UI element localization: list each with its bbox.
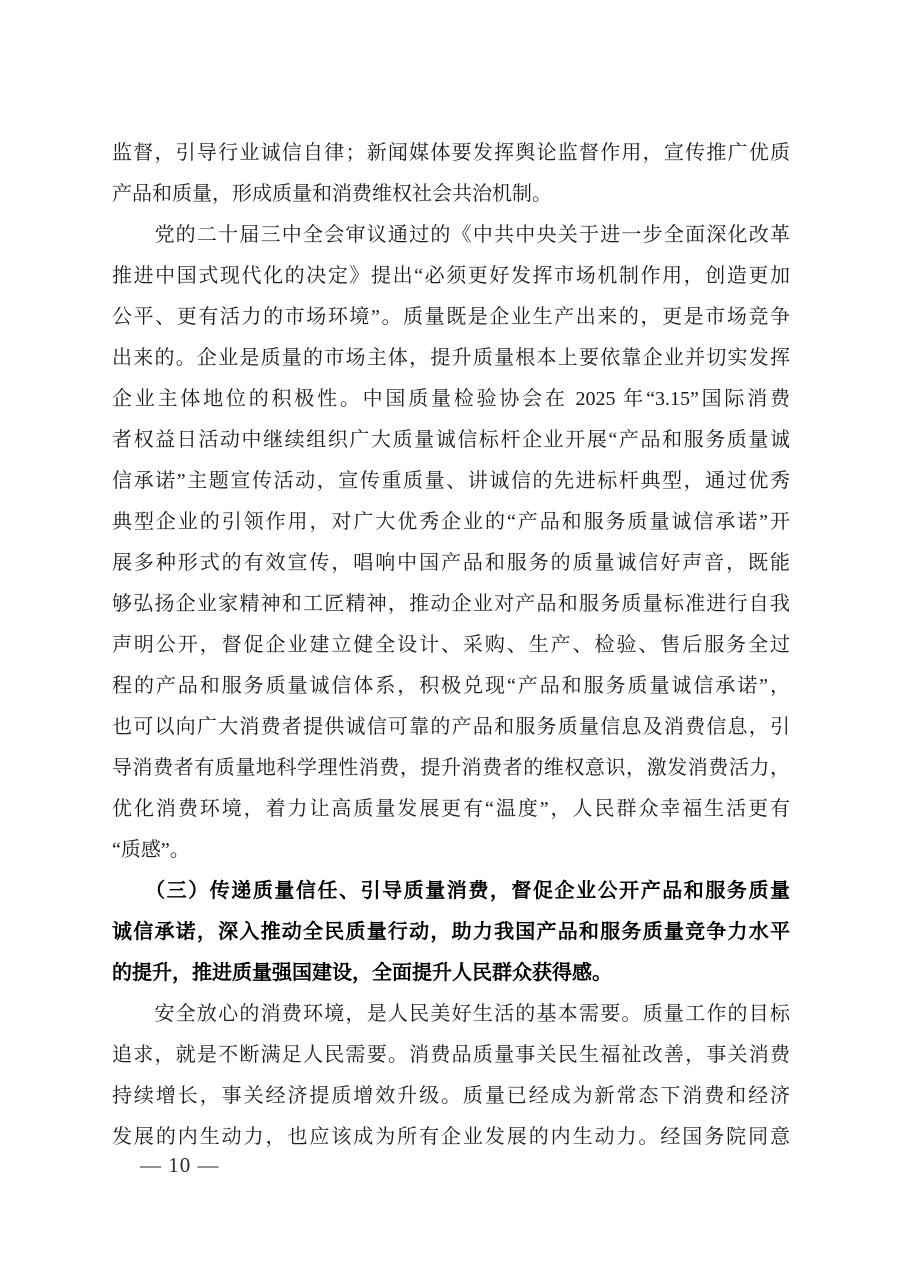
text-line: 产品和质量，形成质量和消费维权社会共治机制。 <box>112 183 552 205</box>
text-line: 信承诺”主题宣传活动，宣传重质量、讲诚信的先进标杆典型，通过优秀 <box>112 470 790 492</box>
text-line: 发展的内生动力，也应该成为所有企业发展的内生动力。经国务院同意 <box>112 1126 790 1148</box>
text-line: 企业主体地位的积极性。中国质量检验协会在 2025 年“3.15”国际消费 <box>112 388 790 410</box>
text-line: 者权益日活动中继续组织广大质量诚信标杆企业开展“产品和服务质量诚 <box>112 429 790 451</box>
text-line: “质感”。 <box>112 839 190 861</box>
page-number: — 10 — <box>140 1153 220 1177</box>
text-line: 监督，引导行业诚信自律；新闻媒体要发挥舆论监督作用，宣传推广优质 <box>112 142 790 164</box>
text-line: 展多种形式的有效宣传，唱响中国产品和服务的质量诚信好声音，既能 <box>112 552 790 574</box>
document-body <box>112 133 790 1158</box>
text-line: 也可以向广大消费者提供诚信可靠的产品和服务质量信息及消费信息，引 <box>112 716 790 738</box>
text-line: 典型企业的引领作用，对广大优秀企业的“产品和服务质量诚信承诺”开 <box>112 511 790 533</box>
section-heading-line: （三）传递质量信任、引导质量消费，督促企业公开产品和服务质量 <box>112 880 790 902</box>
text-line: 党的二十届三中全会审议通过的《中共中央关于进一步全面深化改革 <box>112 224 790 246</box>
text-line: 优化消费环境，着力让高质量发展更有“温度”，人民群众幸福生活更有 <box>112 798 790 820</box>
text-line: 追求，就是不断满足人民需要。消费品质量事关民生福祉改善，事关消费 <box>112 1044 790 1066</box>
text-line: 程的产品和服务质量诚信体系，积极兑现“产品和服务质量诚信承诺”， <box>112 675 790 697</box>
text-line: 推进中国式现代化的决定》提出“必须更好发挥市场机制作用，创造更加 <box>112 265 790 287</box>
text-line: 出来的。企业是质量的市场主体，提升质量根本上要依靠企业并切实发挥 <box>112 347 790 369</box>
text-line: 安全放心的消费环境，是人民美好生活的基本需要。质量工作的目标 <box>112 1003 790 1025</box>
text-line: 公平、更有活力的市场环境”。质量既是企业生产出来的，更是市场竞争 <box>112 306 790 328</box>
section-heading-line: 的提升，推进质量强国建设，全面提升人民群众获得感。 <box>112 962 612 984</box>
section-heading-line: 诚信承诺，深入推动全民质量行动，助力我国产品和服务质量竞争力水平 <box>112 921 790 943</box>
text-line: 声明公开，督促企业建立健全设计、采购、生产、检验、售后服务全过 <box>112 634 790 656</box>
text-line: 够弘扬企业家精神和工匠精神，推动企业对产品和服务质量标准进行自我 <box>112 593 790 615</box>
text-line: 持续增长，事关经济提质增效升级。质量已经成为新常态下消费和经济 <box>112 1085 790 1107</box>
text-line: 导消费者有质量地科学理性消费，提升消费者的维权意识，激发消费活力， <box>112 757 790 779</box>
